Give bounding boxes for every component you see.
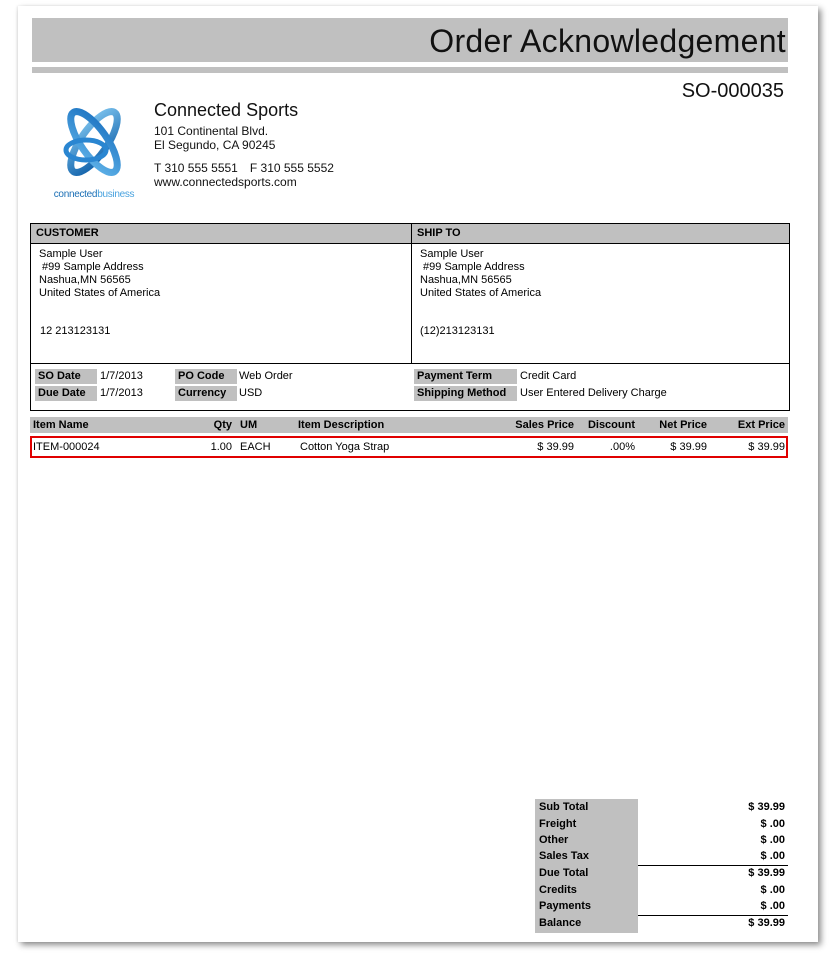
- total-row-other: [535, 832, 788, 848]
- ship-to-heading: SHIP TO: [412, 224, 789, 244]
- customer-name: Sample User: [39, 248, 103, 260]
- customer-address: [31, 244, 411, 300]
- table-row[interactable]: [30, 436, 788, 458]
- po-code-label: PO Code: [175, 369, 237, 384]
- total-row-due-total: [535, 865, 788, 881]
- ship-to-phone: (12)213123131: [420, 325, 495, 337]
- due-date-label: Due Date: [35, 386, 97, 401]
- order-number: SO-000035: [681, 80, 784, 102]
- cell-um: EACH: [240, 441, 271, 453]
- company-block: [154, 99, 334, 189]
- so-date-label: SO Date: [35, 369, 97, 384]
- po-code-value: Web Order: [239, 370, 293, 382]
- ship-to-address: [412, 244, 789, 300]
- col-qty: Qty: [213, 419, 232, 431]
- title-rule: [32, 67, 788, 73]
- company-website: www.connectedsports.com: [154, 175, 297, 189]
- customer-country: United States of America: [39, 287, 161, 299]
- company-phone: T 310 555 5551: [154, 161, 238, 175]
- logo-caption: [48, 189, 140, 200]
- due-total-label: Due Total: [539, 867, 589, 879]
- col-item-description: Item Description: [298, 419, 385, 431]
- customer-heading: CUSTOMER: [31, 224, 411, 244]
- col-ext-price: Ext Price: [737, 419, 785, 431]
- cell-item-name: ITEM-000024: [33, 441, 100, 453]
- currency-value: USD: [239, 387, 263, 399]
- title-bar: [32, 18, 788, 62]
- col-discount: Discount: [587, 419, 635, 431]
- col-sales-price: Sales Price: [515, 419, 574, 431]
- other-value: $ .00: [760, 834, 785, 846]
- payments-label: Payments: [539, 900, 591, 912]
- cell-discount: .00%: [609, 441, 635, 453]
- cell-item-description: Cotton Yoga Strap: [300, 441, 390, 453]
- currency-label: Currency: [175, 386, 237, 401]
- ship-to-name: Sample User: [420, 248, 484, 260]
- other-label: Other: [539, 834, 569, 846]
- shipping-method-label: Shipping Method: [414, 386, 517, 401]
- sales-tax-value: $ .00: [760, 850, 785, 862]
- customer-city: Nashua,MN 56565: [39, 274, 131, 286]
- col-item-name: Item Name: [33, 419, 89, 431]
- ship-to-city: Nashua,MN 56565: [420, 274, 512, 286]
- company-address-line-2: El Segundo, CA 90245: [154, 138, 276, 152]
- payments-value: $ .00: [760, 900, 785, 912]
- company-address-line-1: 101 Continental Blvd.: [154, 124, 269, 138]
- company-phones: [154, 161, 334, 175]
- logo-caption-part-1: connected: [53, 189, 98, 200]
- sub-total-label: Sub Total: [539, 801, 589, 813]
- cell-sales-price: $ 39.99: [537, 441, 574, 453]
- due-total-value: $ 39.99: [748, 867, 785, 879]
- company-name: Connected Sports: [154, 100, 299, 120]
- customer-section: [31, 224, 412, 363]
- total-row-balance: [535, 915, 788, 931]
- col-net-price: Net Price: [659, 419, 707, 431]
- freight-value: $ .00: [760, 818, 785, 830]
- credits-value: $ .00: [760, 884, 785, 896]
- cell-qty: 1.00: [210, 441, 232, 453]
- ship-to-section: [412, 224, 789, 363]
- total-row-sub-total: [535, 799, 788, 815]
- due-date-value: 1/7/2013: [100, 387, 143, 399]
- document-page: [18, 6, 818, 942]
- customer-street: #99 Sample Address: [39, 261, 144, 273]
- document-title: Order Acknowledgement: [429, 23, 786, 59]
- order-info-box: [30, 363, 790, 411]
- col-um: UM: [240, 419, 258, 431]
- sales-tax-label: Sales Tax: [539, 850, 589, 862]
- item-table-header: [30, 417, 788, 433]
- payment-term-value: Credit Card: [520, 370, 577, 382]
- cell-ext-price: $ 39.99: [748, 441, 785, 453]
- cell-net-price: $ 39.99: [670, 441, 707, 453]
- total-row-sales-tax: [535, 848, 788, 864]
- sub-total-value: $ 39.99: [748, 801, 785, 813]
- total-row-freight: [535, 816, 788, 832]
- total-row-payments: [535, 898, 788, 914]
- balance-label: Balance: [539, 917, 582, 929]
- address-box: [30, 223, 790, 364]
- freight-label: Freight: [539, 818, 577, 830]
- credits-label: Credits: [539, 884, 577, 896]
- ship-to-country: United States of America: [420, 287, 542, 299]
- logo-caption-part-2: business: [97, 189, 135, 200]
- company-fax: F 310 555 5552: [249, 161, 334, 175]
- balance-value: $ 39.99: [748, 917, 785, 929]
- payment-term-label: Payment Term: [414, 369, 517, 384]
- connected-business-logo-icon: [48, 98, 140, 202]
- total-row-credits: [535, 882, 788, 898]
- ship-to-street: #99 Sample Address: [420, 261, 525, 273]
- customer-phone: 12 213123131: [40, 325, 111, 337]
- so-date-value: 1/7/2013: [100, 370, 143, 382]
- shipping-method-value: User Entered Delivery Charge: [520, 387, 667, 399]
